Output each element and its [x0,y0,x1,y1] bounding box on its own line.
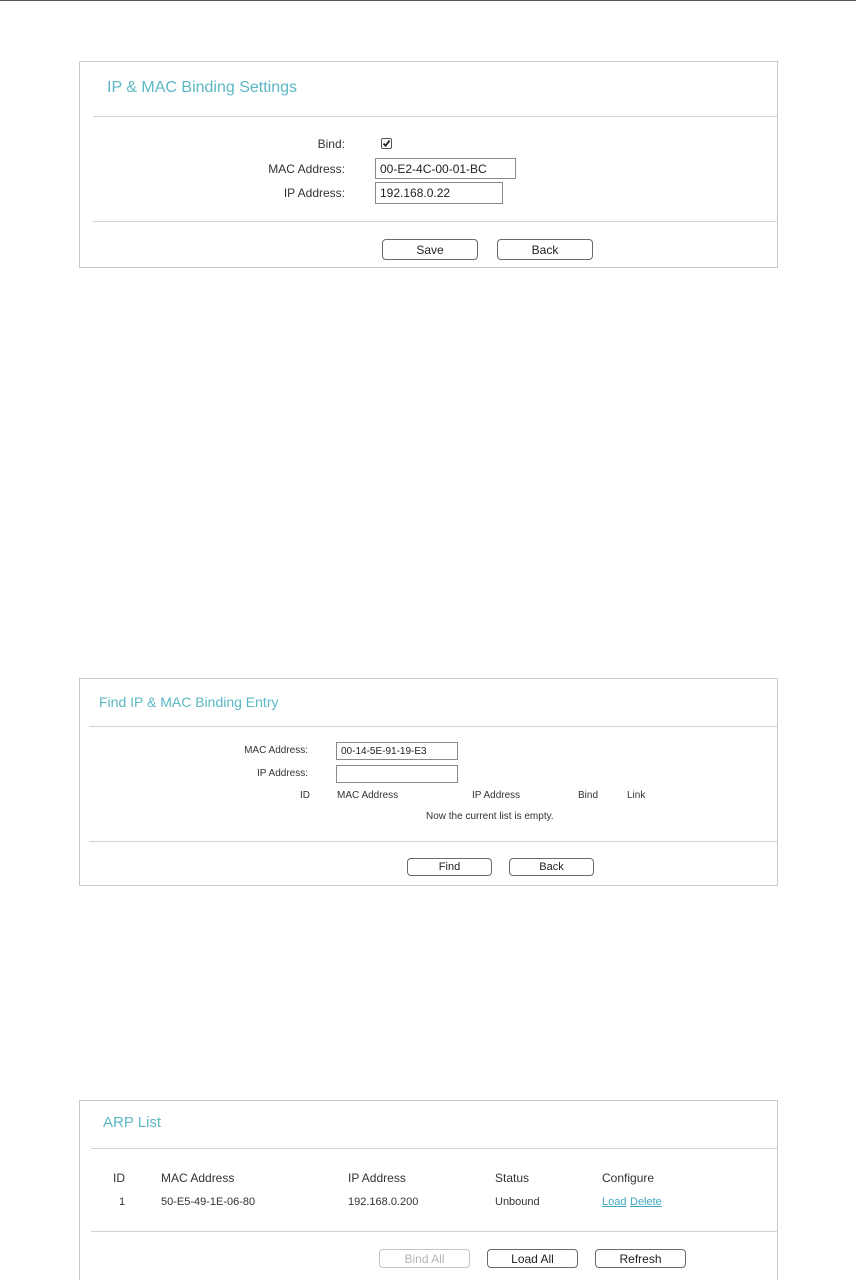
divider [91,1231,778,1232]
back-button[interactable]: Back [509,858,594,876]
refresh-button[interactable]: Refresh [595,1249,686,1268]
empty-list-message: Now the current list is empty. [426,811,554,822]
panel-title: ARP List [103,1114,162,1131]
column-header-mac-address: MAC Address [161,1171,235,1185]
bind-checkbox[interactable] [381,138,392,149]
column-header-link: Link [627,790,646,801]
divider [89,726,778,727]
column-header-mac-address: MAC Address [337,790,399,801]
back-button[interactable]: Back [497,239,593,260]
ip-address-input[interactable] [336,765,458,783]
ip-address-label: IP Address: [257,768,308,779]
page-top-rule [0,0,856,1]
column-header-status: Status [495,1171,530,1185]
divider [93,116,778,117]
row-status: Unbound [495,1196,540,1208]
mac-address-input[interactable] [336,742,458,760]
column-header-id: ID [113,1171,125,1185]
mac-address-label: MAC Address: [268,162,345,176]
row-ip-address: 192.168.0.200 [348,1196,419,1208]
load-link[interactable]: Load [602,1196,627,1208]
panel-title: Find IP & MAC Binding Entry [99,694,279,710]
checkmark-icon [382,139,391,148]
row-mac-address: 50-E5-49-1E-06-80 [161,1196,256,1208]
bind-all-button[interactable]: Bind All [379,1249,470,1268]
find-ip-mac-binding-entry-panel [79,678,778,886]
divider [93,221,778,222]
find-button[interactable]: Find [407,858,492,876]
delete-link[interactable]: Delete [630,1196,662,1208]
bind-label: Bind: [317,137,345,151]
ip-address-label: IP Address: [283,186,345,200]
mac-address-label: MAC Address: [244,745,308,756]
ip-address-input[interactable] [375,182,503,204]
row-id: 1 [119,1196,126,1208]
ip-mac-binding-settings-panel [79,61,778,268]
column-header-configure: Configure [602,1171,655,1185]
column-header-ip-address: IP Address [348,1171,406,1185]
save-button[interactable]: Save [382,239,478,260]
column-header-ip-address: IP Address [472,790,521,801]
divider [89,841,778,842]
panel-title: IP & MAC Binding Settings [107,79,298,96]
column-header-bind: Bind [578,790,599,801]
mac-address-input[interactable] [375,158,516,179]
column-header-id: ID [300,790,310,801]
arp-list-panel [79,1100,778,1280]
load-all-button[interactable]: Load All [487,1249,578,1268]
divider [91,1148,778,1149]
